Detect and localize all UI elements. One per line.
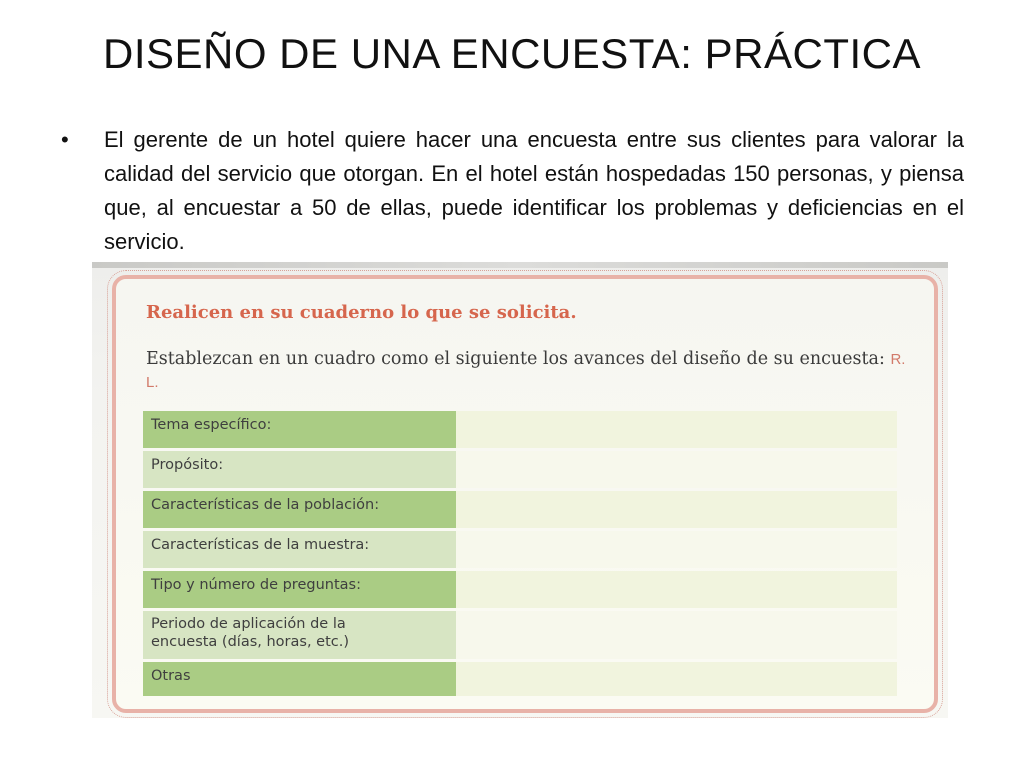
row-label-muestra: Características de la muestra: xyxy=(143,531,456,568)
bullet-paragraph xyxy=(58,123,964,259)
row-value-cell xyxy=(456,571,897,608)
table-row xyxy=(143,531,897,568)
slide-title: DISEÑO DE UNA ENCUESTA: PRÁCTICA xyxy=(102,30,922,77)
scan-edge xyxy=(92,262,948,268)
table-row xyxy=(143,662,897,696)
row-label-poblacion: Características de la población: xyxy=(143,491,456,528)
row-value-cell xyxy=(456,662,897,696)
table-row xyxy=(143,611,897,659)
row-label-tema: Tema específico: xyxy=(143,411,456,448)
table-row xyxy=(143,571,897,608)
row-value-cell xyxy=(456,491,897,528)
activity-instruction xyxy=(146,348,906,394)
activity-heading: Realicen en su cuaderno lo que se solicita. xyxy=(146,302,577,323)
row-label-proposito: Propósito: xyxy=(143,451,456,488)
bullet-text: El gerente de un hotel quiere hacer una encuesta entre sus clientes para valorar la calidad del servicio que otorgan. En el hotel están hospedadas 150 personas, y piensa que, al encuestar a 50 de ellas, puede identificar los problemas y deficiencias en el servicio. xyxy=(104,127,964,254)
bullet-dot-icon: • xyxy=(61,127,69,152)
row-value-cell xyxy=(456,611,897,659)
row-value-cell xyxy=(456,451,897,488)
row-label-preguntas: Tipo y número de preguntas: xyxy=(143,571,456,608)
table-row xyxy=(143,491,897,528)
table-row xyxy=(143,411,897,448)
row-label-periodo: Periodo de aplicación de la encuesta (días, horas, etc.) xyxy=(143,611,456,659)
survey-design-table xyxy=(143,411,897,699)
row-value-cell xyxy=(456,531,897,568)
scanned-textbook-image xyxy=(92,262,948,718)
instruction-text: Establezcan en un cuadro como el siguiente los avances del diseño de su encuesta: xyxy=(146,349,885,369)
table-row xyxy=(143,451,897,488)
answer-note: R. L. xyxy=(146,351,906,391)
row-value-cell xyxy=(456,411,897,448)
row-label-otras: Otras xyxy=(143,662,456,696)
